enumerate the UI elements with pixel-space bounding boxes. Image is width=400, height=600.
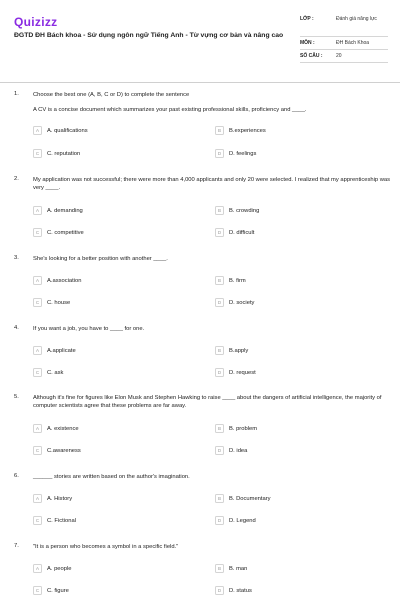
option-text: D. status (229, 587, 252, 594)
option-letter-box: D (215, 298, 224, 307)
option-letter-box: C (33, 228, 42, 237)
question-text: Although it's fine for figures like Elon Musk and Stephen Hawking to raise ____ about the dangers of artificial intelligence, the majority of computer scientists agree that these problems are far away. (33, 395, 382, 409)
option-text: B.apply (229, 347, 249, 354)
question-text: If you want a job, you have to ____ for one. (33, 326, 145, 332)
quizizz-logo: Quizizz (14, 15, 58, 29)
option-b[interactable] (215, 126, 266, 135)
option-c[interactable] (33, 368, 63, 377)
option-letter-box: B (215, 424, 224, 433)
option-a[interactable] (33, 346, 76, 355)
question-text: ______ stories are written based on the author's imagination. (33, 474, 190, 480)
option-a[interactable] (33, 276, 81, 285)
meta-key: MÔN : (300, 40, 315, 46)
meta-row-subject (300, 37, 388, 50)
option-b[interactable] (215, 206, 259, 215)
option-c[interactable] (33, 516, 76, 525)
option-letter-box: B (215, 126, 224, 135)
option-text: B. man (229, 565, 248, 572)
option-letter-box: B (215, 494, 224, 503)
meta-key: LỚP : (300, 16, 314, 22)
question-number: 7. (14, 543, 19, 549)
option-text: B. Documentary (229, 495, 271, 502)
option-c[interactable] (33, 149, 80, 158)
option-text: C. Fictional (47, 517, 76, 524)
option-a[interactable] (33, 424, 79, 433)
option-text: C. figure (47, 587, 69, 594)
option-text: D. idea (229, 447, 248, 454)
option-letter-box: D (215, 368, 224, 377)
option-b[interactable] (215, 564, 247, 573)
meta-row-class (300, 13, 388, 37)
option-d[interactable] (215, 149, 256, 158)
question-text: "It is a person who becomes a symbol in a specific field." (33, 544, 179, 550)
option-text: D. difficult (229, 229, 255, 236)
meta-row-count (300, 50, 388, 63)
option-d[interactable] (215, 516, 256, 525)
option-c[interactable] (33, 446, 81, 455)
option-letter-box: A (33, 276, 42, 285)
option-letter-box: B (215, 276, 224, 285)
question-text: She's looking for a better position with another ____. (33, 256, 168, 262)
option-c[interactable] (33, 298, 70, 307)
question-number: 3. (14, 255, 19, 261)
option-text: C. house (47, 299, 71, 306)
option-letter-box: D (215, 446, 224, 455)
option-text: A. people (47, 565, 72, 572)
option-a[interactable] (33, 564, 72, 573)
option-letter-box: A (33, 346, 42, 355)
question-number: 5. (14, 394, 19, 400)
option-letter-box: A (33, 494, 42, 503)
option-b[interactable] (215, 424, 257, 433)
worksheet-title: ĐGTD ĐH Bách khoa - Sử dụng ngôn ngữ Tiếng Anh - Từ vựng cơ bản và nâng cao (14, 32, 284, 39)
option-letter-box: C (33, 586, 42, 595)
option-letter-box: B (215, 564, 224, 573)
question-text: Choose the best one (A, B, C or D) to complete the sentence (33, 92, 190, 98)
option-letter-box: B (215, 206, 224, 215)
option-letter-box: A (33, 206, 42, 215)
meta-key: SỐ CÂU : (300, 53, 323, 59)
option-letter-box: C (33, 446, 42, 455)
question-number: 6. (14, 473, 19, 479)
option-letter-box: C (33, 516, 42, 525)
option-d[interactable] (215, 298, 254, 307)
option-letter-box: A (33, 564, 42, 573)
option-d[interactable] (215, 368, 256, 377)
option-text: A. existence (47, 425, 79, 432)
option-text: B.experiences (229, 127, 266, 134)
option-text: C.awareness (47, 447, 81, 454)
header-divider (0, 82, 400, 83)
option-a[interactable] (33, 494, 72, 503)
option-text: B. crowding (229, 207, 260, 214)
question-number: 1. (14, 91, 19, 97)
worksheet-meta (300, 13, 388, 63)
option-a[interactable] (33, 126, 88, 135)
option-text: A. History (47, 495, 73, 502)
option-d[interactable] (215, 586, 252, 595)
option-b[interactable] (215, 494, 271, 503)
option-b[interactable] (215, 276, 246, 285)
option-c[interactable] (33, 586, 69, 595)
option-letter-box: C (33, 298, 42, 307)
option-text: A. qualifications (47, 127, 88, 134)
question-number: 2. (14, 176, 19, 182)
option-text: B. firm (229, 277, 246, 284)
option-letter-box: D (215, 586, 224, 595)
option-letter-box: D (215, 516, 224, 525)
option-text: A.association (47, 277, 82, 284)
option-d[interactable] (215, 228, 254, 237)
meta-value: ĐH Bách Khoa (336, 40, 370, 46)
meta-value: Đánh giá năng lực (336, 16, 377, 22)
option-letter-box: C (33, 149, 42, 158)
question-sentence: A CV is a concise document which summarizes your past existing professional skills, proficiency and ____. (33, 107, 307, 113)
option-a[interactable] (33, 206, 83, 215)
option-text: C. competitive (47, 229, 84, 236)
option-b[interactable] (215, 346, 248, 355)
option-c[interactable] (33, 228, 84, 237)
option-letter-box: B (215, 346, 224, 355)
option-text: B. problem (229, 425, 258, 432)
question-number: 4. (14, 325, 19, 331)
option-text: A. demanding (47, 207, 83, 214)
option-text: D. Legend (229, 517, 256, 524)
option-text: D. feelings (229, 150, 257, 157)
option-letter-box: A (33, 126, 42, 135)
option-d[interactable] (215, 446, 247, 455)
option-letter-box: C (33, 368, 42, 377)
meta-value: 20 (336, 53, 342, 59)
question-text: My application was not successful; there were more than 4,000 applicants and only 20 were selected. I realized that my apprenticeship was very ____. (33, 177, 391, 191)
option-text: C. ask (47, 369, 64, 376)
worksheet-header (0, 0, 400, 82)
option-text: D. request (229, 369, 256, 376)
option-letter-box: D (215, 228, 224, 237)
option-text: C. reputation (47, 150, 81, 157)
option-letter-box: A (33, 424, 42, 433)
option-text: D. society (229, 299, 255, 306)
option-text: A.applicate (47, 347, 76, 354)
option-letter-box: D (215, 149, 224, 158)
